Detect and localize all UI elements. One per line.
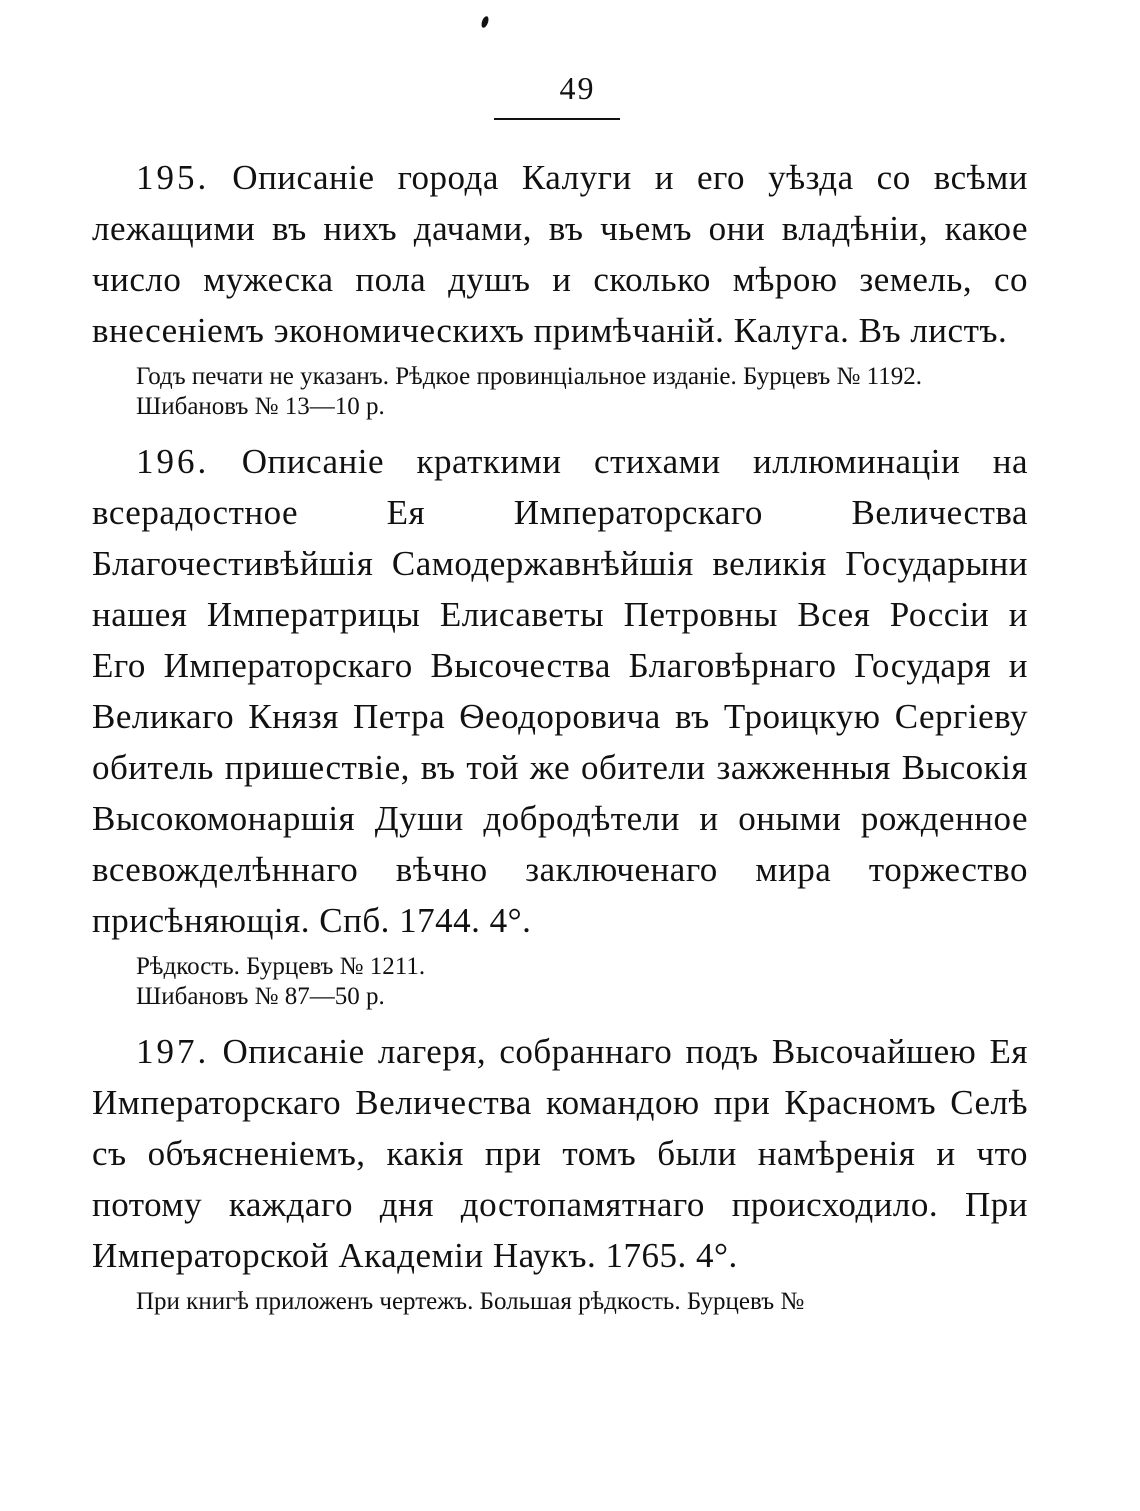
page-text [92,152,1028,1317]
entry-main-text [92,436,1028,946]
page-number: 49 [559,70,596,106]
entry-description: Описаніе лагеря, собраннаго подъ Высочайшею Ея Императорскаго Величества командою при Красномъ Селѣ съ объясненіемъ, какія при томъ были намѣренія и что потому каждаго дня достопамятнаго происходило. При Императорской Академіи Наукъ. 1765. 4°. [92,1032,1029,1275]
entry-note: Годъ печати не указанъ. Рѣдкое провинціальное изданіе. Бурцевъ № 1192. [136,363,922,390]
entry-number: 196. [136,442,210,481]
entry-main-text [92,152,1028,356]
entry-note: Шибановъ № 87—50 р. [136,983,385,1010]
entry-number: 197. [136,1032,210,1071]
entry-195 [92,152,1028,422]
entry-196 [92,436,1028,1012]
entry-197 [92,1026,1028,1317]
entry-number: 195. [136,158,210,197]
entry-main-text [92,1026,1028,1281]
entry-note: Шибановъ № 13—10 р. [136,393,385,420]
entry-note: Рѣдкость. Бурцевъ № 1211. [136,953,426,980]
entry-note: При книгѣ приложенъ чертежъ. Большая рѣдкость. Бурцевъ № [136,1288,805,1315]
ink-speck [480,15,490,28]
page-number-rule [494,118,620,120]
entry-description: Описаніе города Калуги и его уѣзда со всѣми лежащими въ нихъ дачами, въ чьемъ они владѣніи, какое число мужеска пола душъ и сколько мѣрою земель, со внесеніемъ экономическихъ примѣчаній. Калуга. Въ листъ. [92,158,1028,350]
entry-description: Описаніе краткими стихами иллюминаціи на всерадостное Ея Императорскаго Величества Благочестивѣйшія Самодержавнѣйшія великія Государыни нашея Императрицы Елисаветы Петровны Всея Россіи и Его Императорскаго Высочества Благовѣрнаго Государя и Великаго Князя Петра Ѳеодоровича въ Троицкую Сергіеву обитель пришествіе, въ той же обители зажженныя Высокія Высокомонаршія Души добродѣтели и оными рожденное всевожделѣннаго вѣчно заключенаго мира торжество присѣняющія. Спб. 1744. 4°. [92,442,1028,940]
